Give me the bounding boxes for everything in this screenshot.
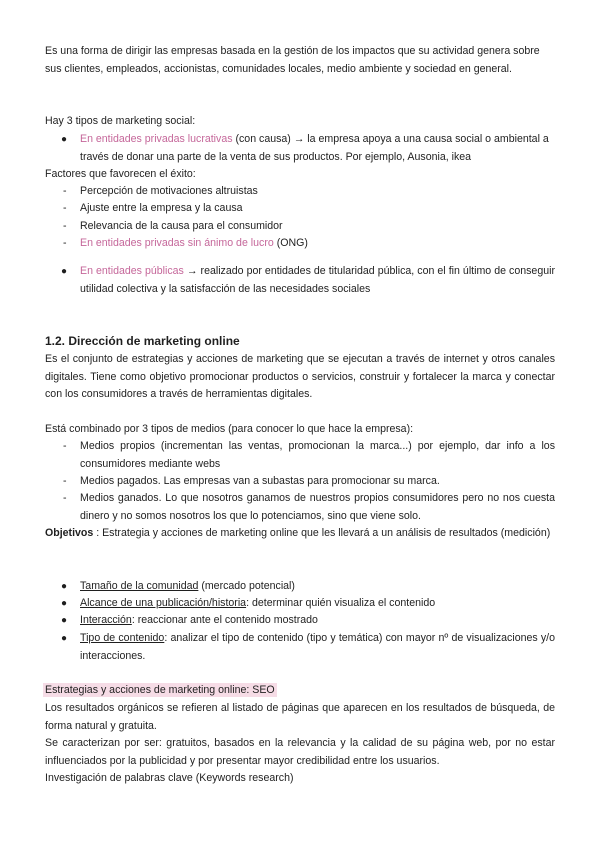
metric-item	[80, 595, 555, 613]
bullet-icon: ●	[61, 134, 68, 145]
factor-item: Ajuste entre la empresa y la causa	[80, 202, 243, 214]
type3-text: → realizado por entidades de titularidad pública, con el fin último de conseguir utilidad colectiva y la satisfacción de las necesidades sociales	[80, 265, 555, 295]
bullet-icon: ●	[61, 615, 68, 626]
media-item: Medios pagados. Las empresas van a subastas para promocionar su marca.	[80, 475, 440, 487]
list-item-type1	[80, 131, 555, 166]
seo-title	[45, 682, 555, 700]
bullet-icon: ●	[61, 581, 68, 592]
metric-item	[80, 578, 555, 596]
type1-text: (con causa) → la empresa apoya a una causa social o ambiental a través de donar una parte de la venta de sus productos. Por ejemplo, Ausonia, ikea	[80, 133, 549, 163]
intro-paragraph: Es una forma de dirigir las empresas basada en la gestión de los impactos que su actividad genera sobre sus clientes, empleados, accionistas, comunidades locales, medio ambiente y sociedad en general.	[45, 45, 540, 75]
metric-term: Tamaño de la comunidad	[80, 580, 199, 592]
metric-term: Interacción	[80, 614, 132, 626]
dash-icon: -	[63, 237, 67, 249]
metric-desc: (mercado potencial)	[198, 580, 295, 592]
objectives-paragraph	[45, 525, 555, 543]
section-description: Es el conjunto de estrategias y acciones de marketing que se ejecutan a través de internet y otros canales digitales. Tiene como objetivo promocionar productos o servicios, construir y fortalecer la marca y conectar con los consumidores a través de herramientas digitales.	[45, 353, 555, 400]
type2-text: (ONG)	[273, 237, 308, 249]
list-item-type2	[80, 235, 555, 253]
media-intro: Está combinado por 3 tipos de medios (para conocer lo que hace la empresa):	[45, 423, 414, 435]
media-item: Medios propios (incrementan las ventas, promocionan la marca...) por ejemplo, dar info a los consumidores mediante webs	[80, 440, 555, 470]
seo-paragraph-3: Investigación de palabras clave (Keywords research)	[45, 772, 294, 784]
objectives-label: Objetivos	[45, 527, 94, 539]
factor-item: Relevancia de la causa para el consumidor	[80, 220, 283, 232]
objectives-text: : Estrategia y acciones de marketing online que les llevará a un análisis de resultados (medición)	[93, 527, 551, 539]
bullet-icon: ●	[61, 633, 68, 644]
dash-icon: -	[63, 202, 67, 214]
section-title: 1.2. Dirección de marketing online	[45, 334, 240, 348]
dash-icon: -	[63, 492, 67, 504]
metric-item	[80, 630, 555, 665]
media-item: Medios ganados. Lo que nosotros ganamos de nuestros propios consumidores pero no nos cuesta dinero y no somos nosotros los que lo potenciamos, sino que viene solo.	[80, 492, 555, 522]
metric-desc: : determinar quién visualiza el contenido	[246, 597, 436, 609]
dash-icon: -	[63, 475, 67, 487]
seo-title-highlight: Estrategias y acciones de marketing online: SEO	[45, 684, 275, 696]
type1-highlight: En entidades privadas lucrativas	[80, 133, 233, 145]
seo-paragraph-2: Se caracterizan por ser: gratuitos, basados en la relevancia y la calidad de su página web, por no estar influenciados por la publicidad y por presentar mayor credibilidad entre los usuarios.	[45, 737, 555, 767]
metric-desc: : analizar el tipo de contenido (tipo y temática) con mayor nº de visualizaciones y/o interacciones.	[80, 632, 555, 662]
metric-term: Tipo de contenido	[80, 632, 165, 644]
type3-highlight: En entidades públicas	[80, 265, 184, 277]
metric-desc: : reaccionar ante el contenido mostrado	[131, 614, 318, 626]
bullet-icon: ●	[61, 266, 68, 277]
bullet-icon: ●	[61, 598, 68, 609]
metric-term: Alcance de una publicación/historia	[80, 597, 247, 609]
metric-item	[80, 612, 555, 630]
factors-title: Factores que favorecen el éxito:	[45, 168, 196, 180]
type2-highlight: En entidades privadas sin ánimo de lucro	[80, 237, 274, 249]
dash-icon: -	[63, 185, 67, 197]
types-intro: Hay 3 tipos de marketing social:	[45, 115, 196, 127]
seo-paragraph-1: Los resultados orgánicos se refieren al listado de páginas que aparecen en los resultados de búsqueda, de forma natural y gratuita.	[45, 702, 555, 732]
dash-icon: -	[63, 220, 67, 232]
list-item-type3	[80, 263, 555, 298]
dash-icon: -	[63, 440, 67, 452]
factor-item: Percepción de motivaciones altruistas	[80, 185, 258, 197]
